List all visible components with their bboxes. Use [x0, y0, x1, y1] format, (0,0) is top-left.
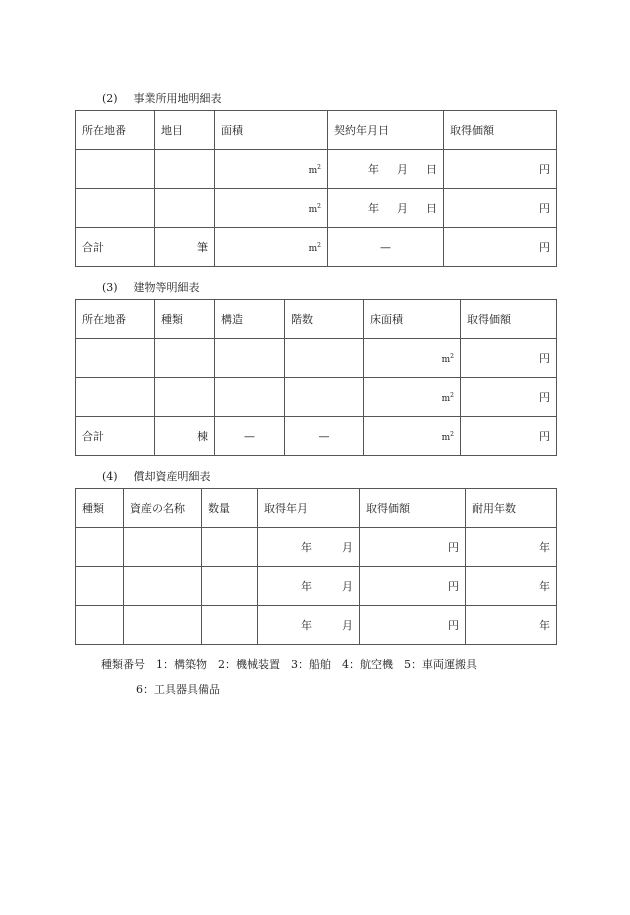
- section4-caption: [102, 468, 211, 484]
- acquisition-month-cell[interactable]: 年 月: [258, 528, 360, 567]
- building-detail-table: [75, 299, 557, 456]
- total-structure-dash: —: [215, 417, 285, 456]
- header-type: 種類: [76, 489, 124, 528]
- price-cell[interactable]: 円: [461, 339, 557, 378]
- type-cell[interactable]: [76, 528, 124, 567]
- table-row: [76, 606, 557, 645]
- total-price-cell[interactable]: 円: [461, 417, 557, 456]
- type-cell[interactable]: [155, 378, 215, 417]
- useful-life-cell[interactable]: 年: [466, 528, 557, 567]
- total-row: [76, 228, 557, 267]
- header-area: 面積: [215, 111, 328, 150]
- acquisition-month-cell[interactable]: 年 月: [258, 567, 360, 606]
- type-number-legend: 種類番号 1：構築物 2：機械装置 3：船舶 4：航空機 5：車両運搬具: [101, 658, 477, 671]
- asset-name-cell[interactable]: [124, 528, 202, 567]
- section2-caption: [102, 90, 222, 106]
- table-row: [76, 339, 557, 378]
- price-cell[interactable]: 円: [444, 189, 557, 228]
- section3-title: 建物等明細表: [133, 281, 200, 294]
- depreciable-assets-table: [75, 488, 557, 645]
- total-count-cell[interactable]: 棟: [155, 417, 215, 456]
- table-header-row: [76, 300, 557, 339]
- land-category-cell[interactable]: [155, 150, 215, 189]
- header-useful-life: 耐用年数: [466, 489, 557, 528]
- floor-area-cell[interactable]: $m^2$: [364, 339, 461, 378]
- useful-life-cell[interactable]: 年: [466, 606, 557, 645]
- total-date-dash: —: [328, 228, 444, 267]
- floors-cell[interactable]: [285, 339, 364, 378]
- header-acquisition-month: 取得年月: [258, 489, 360, 528]
- table-row: [76, 378, 557, 417]
- total-row: [76, 417, 557, 456]
- section2-title: 事業所用地明細表: [133, 92, 222, 105]
- type-cell[interactable]: [76, 606, 124, 645]
- table-header-row: [76, 489, 557, 528]
- header-type: 種類: [155, 300, 215, 339]
- header-quantity: 数量: [202, 489, 258, 528]
- total-area-cell[interactable]: $m^2$: [215, 228, 328, 267]
- section2-number: (2): [102, 92, 118, 105]
- table-row: [76, 150, 557, 189]
- location-cell[interactable]: [76, 339, 155, 378]
- asset-name-cell[interactable]: [124, 606, 202, 645]
- acquisition-month-cell[interactable]: 年 月: [258, 606, 360, 645]
- location-cell[interactable]: [76, 150, 155, 189]
- quantity-cell[interactable]: [202, 606, 258, 645]
- type-number-legend-continued: 6：工具器具備品: [136, 683, 220, 696]
- table-row: [76, 567, 557, 606]
- price-cell[interactable]: 円: [444, 150, 557, 189]
- header-acquisition-price: 取得価額: [444, 111, 557, 150]
- asset-name-cell[interactable]: [124, 567, 202, 606]
- useful-life-cell[interactable]: 年: [466, 567, 557, 606]
- land-detail-table: [75, 110, 557, 267]
- header-floors: 階数: [285, 300, 364, 339]
- header-floor-area: 床面積: [364, 300, 461, 339]
- price-cell[interactable]: 円: [461, 378, 557, 417]
- table-row: [76, 528, 557, 567]
- area-cell[interactable]: $m^2$: [215, 189, 328, 228]
- price-cell[interactable]: 円: [360, 567, 466, 606]
- total-area-cell[interactable]: $m^2$: [364, 417, 461, 456]
- price-cell[interactable]: 円: [360, 606, 466, 645]
- quantity-cell[interactable]: [202, 567, 258, 606]
- location-cell[interactable]: [76, 189, 155, 228]
- total-count-cell[interactable]: 筆: [155, 228, 215, 267]
- header-location: 所在地番: [76, 300, 155, 339]
- land-category-cell[interactable]: [155, 189, 215, 228]
- header-asset-name: 資産の名称: [124, 489, 202, 528]
- section4-title: 償却資産明細表: [133, 470, 211, 483]
- table-header-row: [76, 111, 557, 150]
- header-structure: 構造: [215, 300, 285, 339]
- section4-number: (4): [102, 470, 118, 483]
- type-cell[interactable]: [155, 339, 215, 378]
- type-cell[interactable]: [76, 567, 124, 606]
- section3-caption: [102, 279, 200, 295]
- price-cell[interactable]: 円: [360, 528, 466, 567]
- header-location: 所在地番: [76, 111, 155, 150]
- header-acquisition-price: 取得価額: [461, 300, 557, 339]
- header-acquisition-price: 取得価額: [360, 489, 466, 528]
- total-floors-dash: —: [285, 417, 364, 456]
- floors-cell[interactable]: [285, 378, 364, 417]
- structure-cell[interactable]: [215, 378, 285, 417]
- location-cell[interactable]: [76, 378, 155, 417]
- header-contract-date: 契約年月日: [328, 111, 444, 150]
- floor-area-cell[interactable]: $m^2$: [364, 378, 461, 417]
- total-label: 合計: [76, 228, 155, 267]
- quantity-cell[interactable]: [202, 528, 258, 567]
- total-label: 合計: [76, 417, 155, 456]
- area-cell[interactable]: $m^2$: [215, 150, 328, 189]
- structure-cell[interactable]: [215, 339, 285, 378]
- header-land-category: 地目: [155, 111, 215, 150]
- contract-date-cell[interactable]: 年 月 日: [328, 189, 444, 228]
- contract-date-cell[interactable]: 年 月 日: [328, 150, 444, 189]
- total-price-cell[interactable]: 円: [444, 228, 557, 267]
- section3-number: (3): [102, 281, 118, 294]
- table-row: [76, 189, 557, 228]
